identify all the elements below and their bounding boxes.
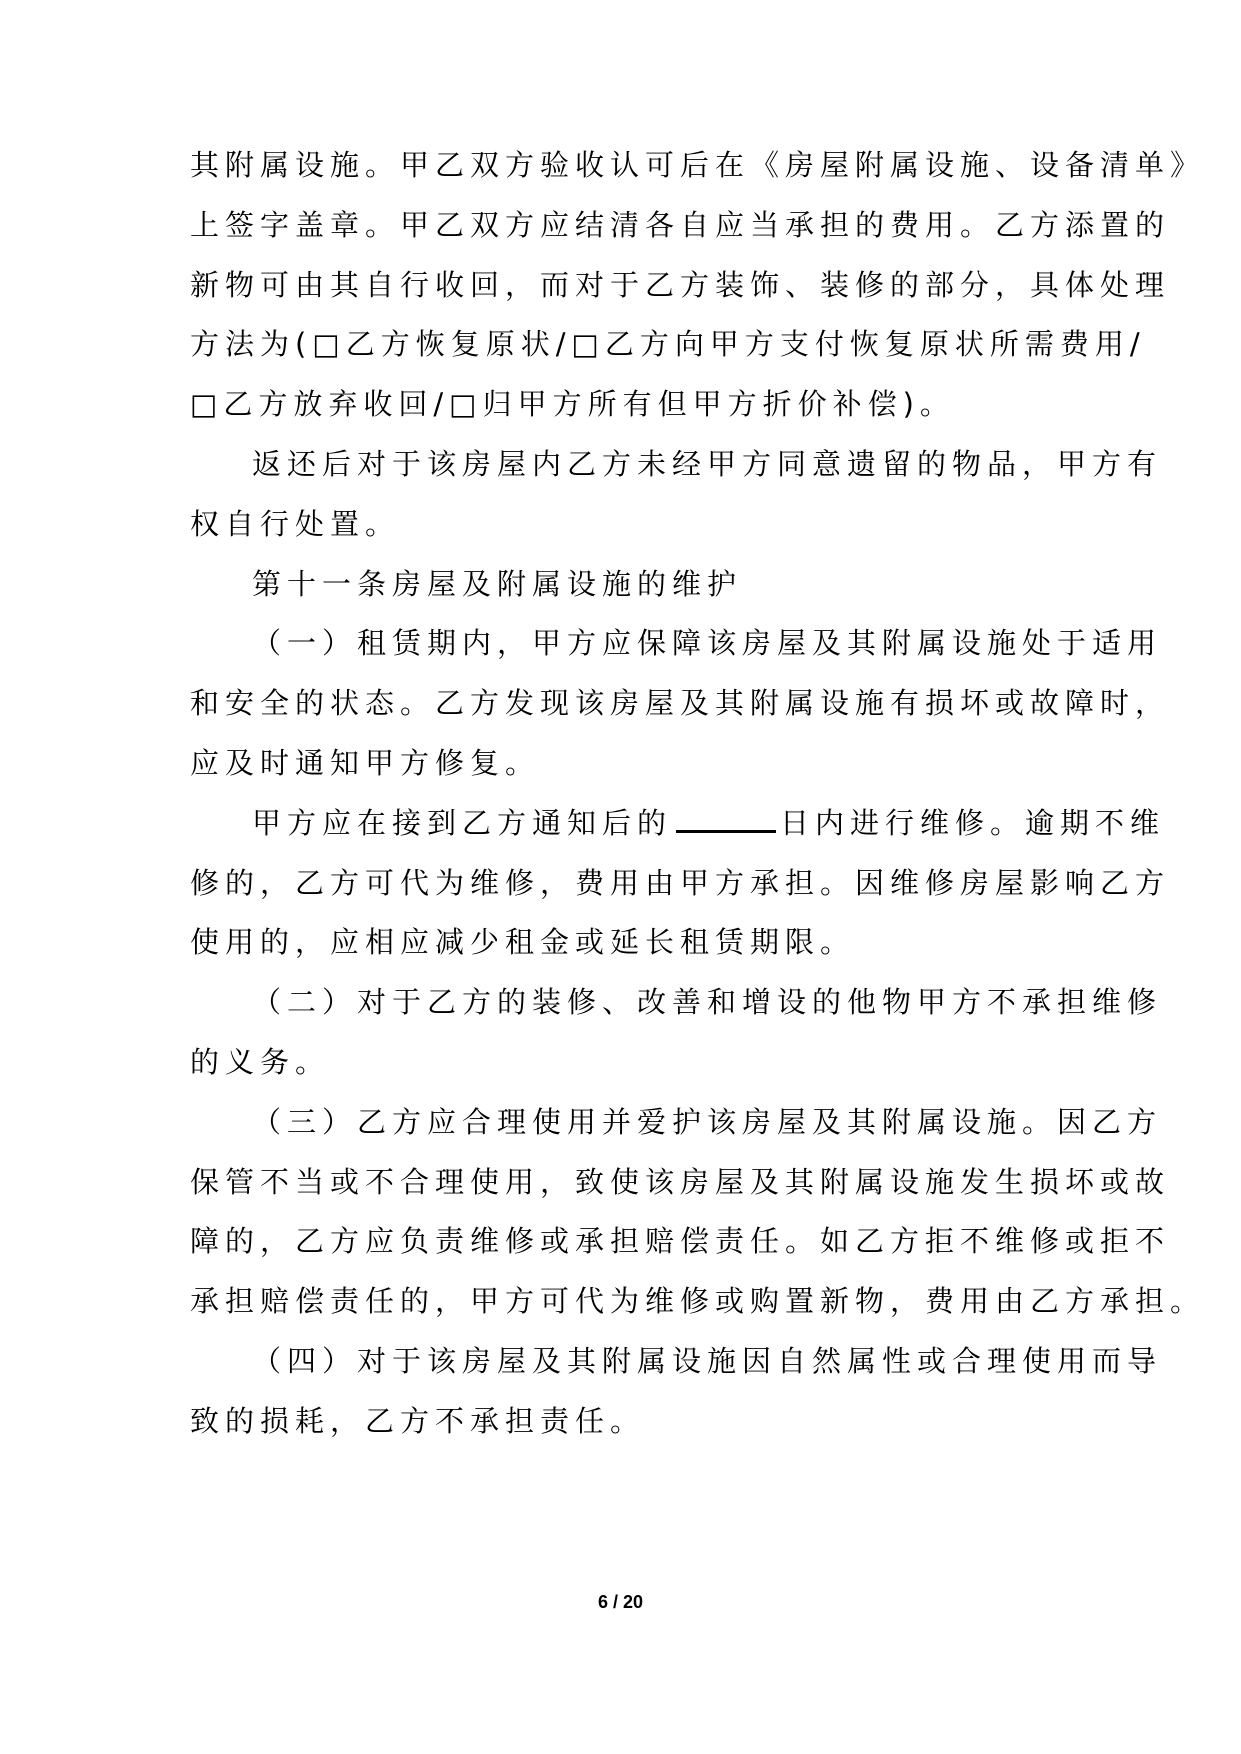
text-line: 使用的，应相应减少租金或延长租赁期限。 xyxy=(190,925,856,959)
text-line: 修的，乙方可代为维修，费用由甲方承担。因维修房屋影响乙方 xyxy=(190,866,1171,900)
text-line: 上签字盖章。甲乙双方应结清各自应当承担的费用。乙方添置的 xyxy=(190,208,1171,242)
text-line: 方法为(□乙方恢复原状/□乙方向甲方支付恢复原状所需费用/ xyxy=(190,327,1146,361)
text-line: 的义务。 xyxy=(190,1045,331,1079)
article-heading: 第十一条房屋及附属设施的维护 xyxy=(252,567,743,601)
text-line: 其附属设施。甲乙双方验收认可后在《房屋附属设施、设备清单》 xyxy=(190,148,1206,182)
text-line: （二）对于乙方的装修、改善和增设的他物甲方不承担维修 xyxy=(252,985,1163,1019)
text-line: 保管不当或不合理使用，致使该房屋及其附属设施发生损坏或故 xyxy=(190,1165,1171,1199)
text-line: （一）租赁期内，甲方应保障该房屋及其附属设施处于适用 xyxy=(252,626,1163,660)
text-segment: 甲方应在接到乙方通知后的 xyxy=(252,806,673,840)
text-line: 障的，乙方应负责维修或承担赔偿责任。如乙方拒不维修或拒不 xyxy=(190,1224,1171,1258)
fill-in-blank xyxy=(676,806,776,833)
text-line: （三）乙方应合理使用并爱护该房屋及其附属设施。因乙方 xyxy=(252,1105,1163,1139)
text-line-with-blank xyxy=(252,790,1165,856)
text-line: 应及时通知甲方修复。 xyxy=(190,746,541,780)
text-line: □乙方放弃收回/□归甲方所有但甲方折价补偿)。 xyxy=(190,387,955,421)
text-line: 致的损耗，乙方不承担责任。 xyxy=(190,1404,646,1438)
text-line: （四）对于该房屋及其附属设施因自然属性或合理使用而导 xyxy=(252,1344,1163,1378)
text-segment: 日内进行维修。逾期不维 xyxy=(780,806,1166,840)
text-line: 和安全的状态。乙方发现该房屋及其附属设施有损坏或故障时， xyxy=(190,686,1171,720)
text-line: 新物可由其自行收回，而对于乙方装饰、装修的部分，具体处理 xyxy=(190,268,1171,302)
page-number: 6 / 20 xyxy=(597,1592,644,1612)
text-line: 返还后对于该房屋内乙方未经甲方同意遗留的物品，甲方有 xyxy=(252,447,1163,481)
text-line: 权自行处置。 xyxy=(190,507,401,541)
text-line: 承担赔偿责任的，甲方可代为维修或购置新物，费用由乙方承担。 xyxy=(190,1284,1206,1318)
